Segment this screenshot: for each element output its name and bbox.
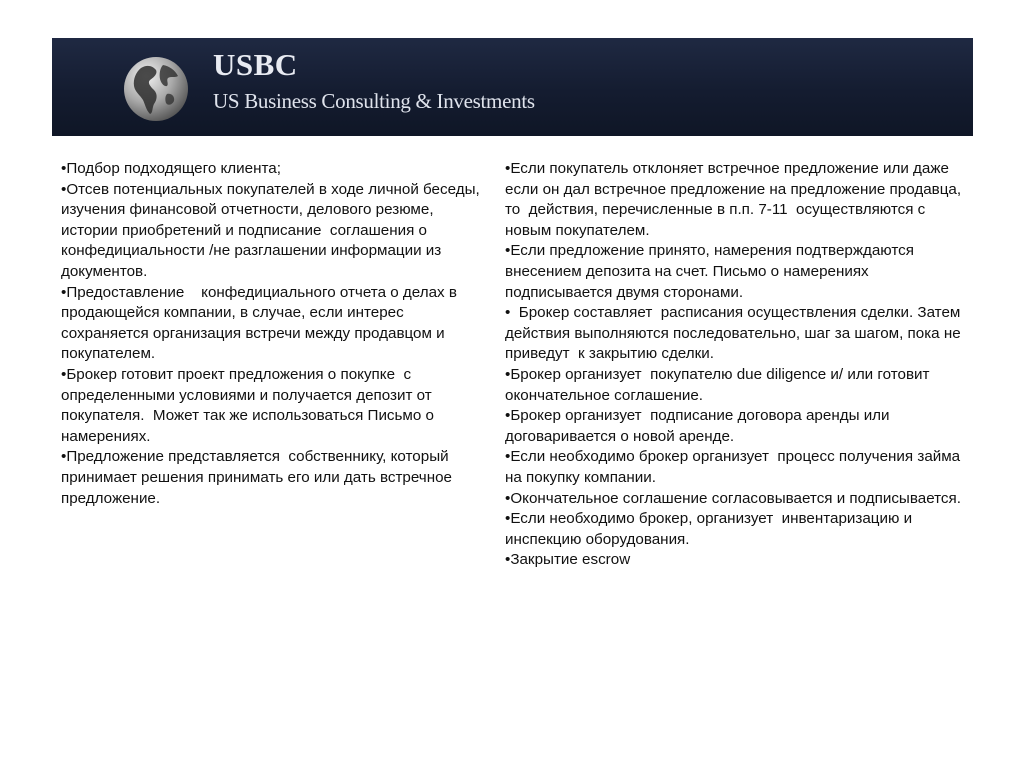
bullet-item: •Подбор подходящего клиента; xyxy=(61,160,281,177)
bullet-item: •Окончательное соглашение согласовывается и подписывается. xyxy=(505,489,961,507)
bullet-item: •Если покупатель отклоняет встречное предложение или даже если он дал встречное предложение на предложение продавца, то действия, перечисленные в п.п. 7-11 осуществляются с новым покупателем. xyxy=(505,160,966,239)
bullet-item: •Брокер готовит проект предложения о покупке с определенными условиями и получается депозит от покупателя. Может так же использоваться Письмо о намерениях. xyxy=(61,365,439,445)
brand-title: USBC xyxy=(213,47,298,82)
bullet-item: •Брокер организует покупателю due diligence и/ или готовит окончательное соглашение. xyxy=(505,365,934,404)
header-banner xyxy=(52,38,973,136)
right-column xyxy=(505,159,975,571)
bullet-item: • Брокер составляет расписания осуществления сделки. Затем действия выполняются последовательно, шаг за шагом, пока не приведут к закрытию сделки. xyxy=(505,304,965,363)
bullet-item: •Если необходимо брокер организует процесс получения займа на покупку компании. xyxy=(505,448,965,486)
brand-subtitle: US Business Consulting & Investments xyxy=(213,89,535,113)
bullet-item: •Предложение представляется собственнику, который принимает решения принимать его или дать встречное предложение. xyxy=(61,448,457,507)
bullet-item: •Отсев потенциальных покупателей в ходе личной беседы, изучения финансовой отчетности, делового резюме, истории приобретений и подписание соглашения о конфедициальности /не разглашении информации из документов. xyxy=(61,180,484,280)
bullet-item: •Закрытие escrow xyxy=(505,551,631,569)
bullet-item: •Предоставление конфедициального отчета о делах в продающейся компании, в случае, если интерес сохраняется организация встречи между продавцом и покупателем. xyxy=(61,283,462,363)
bullet-item: •Если предложение принято, намерения подтверждаются внесением депозита на счет. Письмо о намерениях подписывается двумя сторонами. xyxy=(505,242,919,301)
left-column xyxy=(61,159,484,509)
globe-icon xyxy=(123,56,189,122)
bullet-item: •Брокер организует подписание договора аренды или договаривается о новой аренде. xyxy=(505,407,894,445)
bullet-item: •Если необходимо брокер, организует инвентаризацию и инспекцию оборудования. xyxy=(505,510,917,548)
